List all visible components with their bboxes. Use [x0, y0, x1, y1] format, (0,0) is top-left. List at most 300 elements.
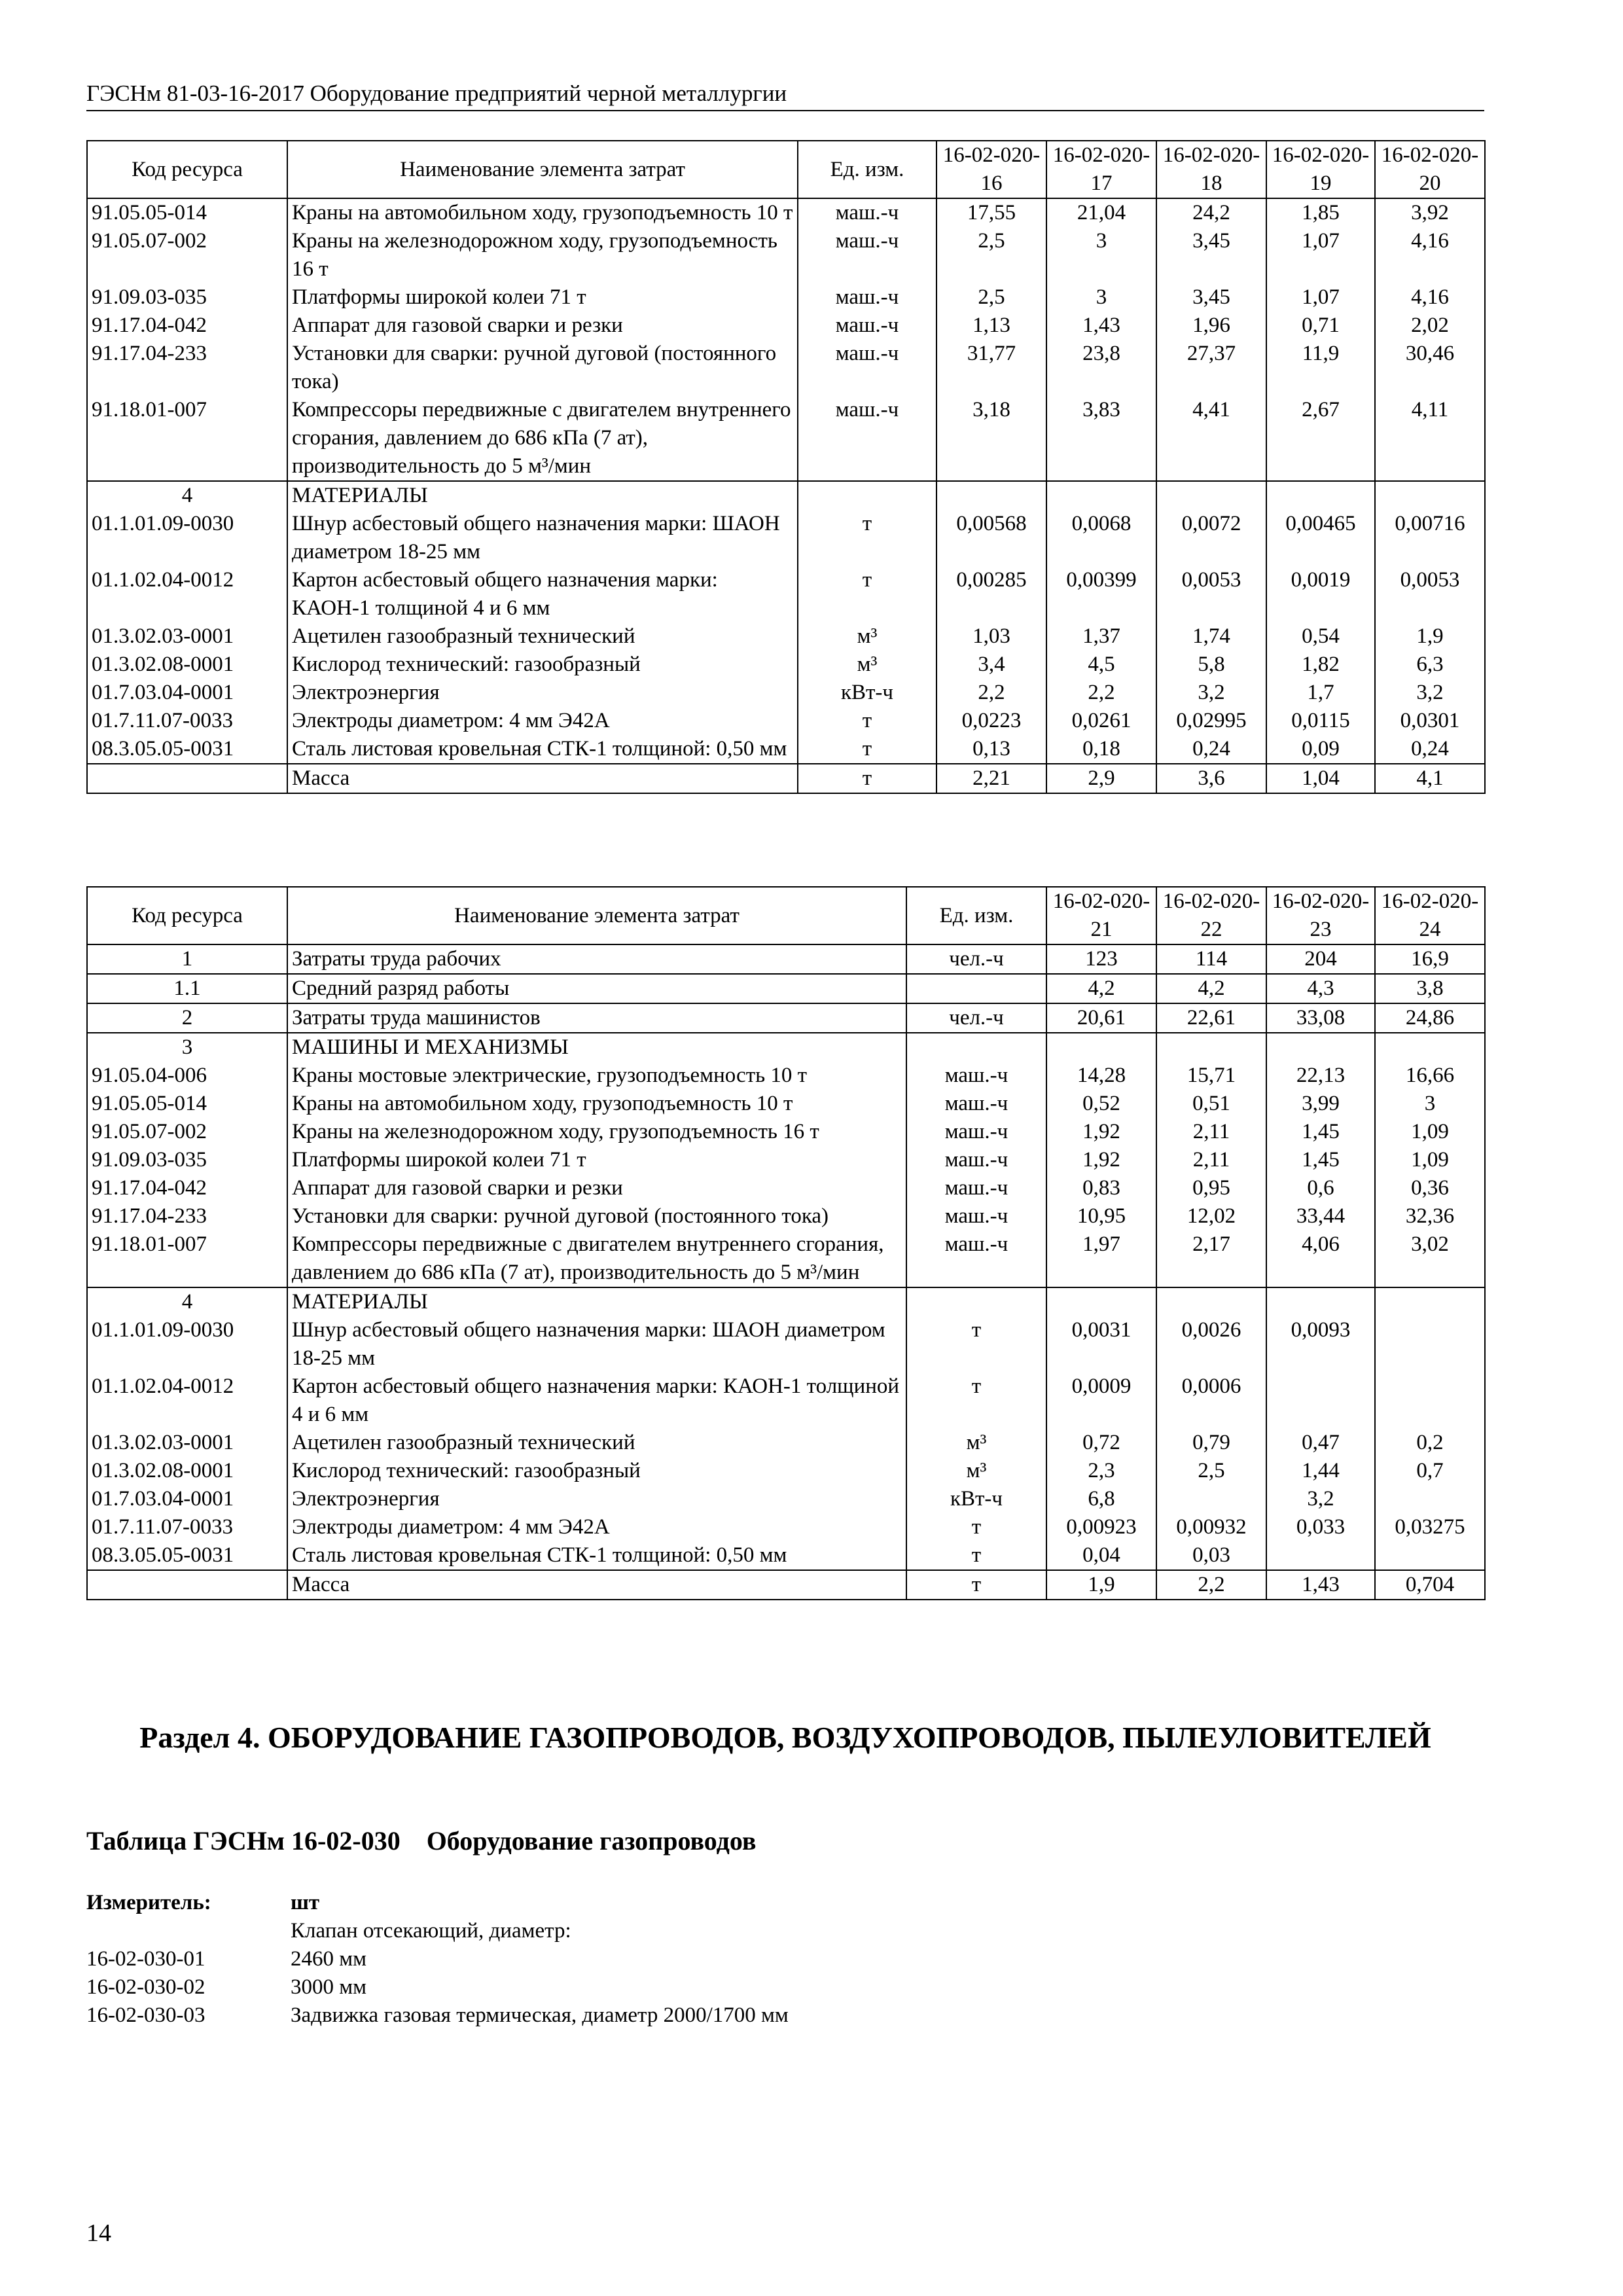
unit-cell: т: [798, 764, 936, 793]
unit-cell: маш.-ч: [906, 1090, 1046, 1118]
value-cell: 1,96: [1156, 312, 1266, 340]
column-header: 16-02-020-17: [1046, 141, 1156, 198]
value-cell: [1266, 1372, 1375, 1429]
value-cell: 2,02: [1375, 312, 1485, 340]
value-cell: 2,9: [1046, 764, 1156, 793]
value-cell: 0,04: [1046, 1541, 1156, 1570]
value-cell: 31,77: [936, 340, 1046, 396]
table-row: [87, 566, 1485, 622]
value-cell: [1375, 1372, 1485, 1429]
value-cell: 1,07: [1266, 227, 1375, 283]
measure-label: Измеритель:: [86, 1891, 211, 1914]
value-cell: 2,5: [1156, 1457, 1266, 1485]
resource-name: Аппарат для газовой сварки и резки: [287, 1174, 906, 1202]
value-cell: 4,5: [1046, 651, 1156, 679]
value-cell: 3: [1046, 283, 1156, 312]
value-cell: 1,92: [1046, 1146, 1156, 1174]
value-cell: 0,0093: [1266, 1316, 1375, 1372]
value-cell: 0,0115: [1266, 707, 1375, 735]
value-cell: 0,51: [1156, 1090, 1266, 1118]
column-header: 16-02-020-20: [1375, 141, 1485, 198]
value-cell: 0,13: [936, 735, 1046, 764]
unit-cell: маш.-ч: [906, 1174, 1046, 1202]
table-title: [86, 1825, 756, 1857]
resource-code: 01.1.01.09-0030: [87, 1316, 287, 1372]
value-cell: 6,3: [1375, 651, 1485, 679]
table-row: [87, 1146, 1485, 1174]
resource-code: 91.18.01-007: [87, 1230, 287, 1287]
resource-name: Электроды диаметром: 4 мм Э42А: [287, 1513, 906, 1541]
unit-cell: [906, 1033, 1046, 1062]
resource-code: 91.05.05-014: [87, 1090, 287, 1118]
resource-name: Масса: [287, 1570, 906, 1600]
value-cell: 0,95: [1156, 1174, 1266, 1202]
value-cell: [1375, 1316, 1485, 1372]
value-cell: [1156, 481, 1266, 510]
resource-name: Установки для сварки: ручной дуговой (постоянного тока): [287, 340, 798, 396]
section-title: Раздел 4. ОБОРУДОВАНИЕ ГАЗОПРОВОДОВ, ВОЗДУХОПРОВОДОВ, ПЫЛЕУЛОВИТЕЛЕЙ: [139, 1721, 1431, 1754]
resource-code: 91.17.04-042: [87, 312, 287, 340]
value-cell: [936, 481, 1046, 510]
resource-name: Сталь листовая кровельная СТК-1 толщиной: 0,50 мм: [287, 735, 798, 764]
resource-name: МАТЕРИАЛЫ: [287, 481, 798, 510]
resource-name: Аппарат для газовой сварки и резки: [287, 312, 798, 340]
resource-table-2: [86, 886, 1486, 1600]
value-cell: 0,0006: [1156, 1372, 1266, 1429]
column-header: Наименование элемента затрат: [287, 887, 906, 944]
resource-code: 1: [87, 944, 287, 974]
value-cell: 1,13: [936, 312, 1046, 340]
table-row: [87, 1429, 1485, 1457]
resource-name: Краны на железнодорожном ходу, грузоподъемность 16 т: [287, 227, 798, 283]
resource-code: 01.3.02.03-0001: [87, 1429, 287, 1457]
unit-cell: маш.-ч: [798, 283, 936, 312]
value-cell: 3,6: [1156, 764, 1266, 793]
resource-code: 91.05.04-006: [87, 1062, 287, 1090]
value-cell: 32,36: [1375, 1202, 1485, 1230]
table-row: [87, 1372, 1485, 1429]
value-cell: 33,08: [1266, 1003, 1375, 1033]
unit-cell: м³: [906, 1429, 1046, 1457]
value-cell: 3: [1375, 1090, 1485, 1118]
table-row: [87, 283, 1485, 312]
value-cell: 0,71: [1266, 312, 1375, 340]
value-cell: 0,00285: [936, 566, 1046, 622]
value-cell: 1,37: [1046, 622, 1156, 651]
value-cell: 0,00716: [1375, 510, 1485, 566]
value-cell: 1,43: [1046, 312, 1156, 340]
value-cell: 0,0026: [1156, 1316, 1266, 1372]
value-cell: 12,02: [1156, 1202, 1266, 1230]
resource-name: Электроэнергия: [287, 679, 798, 707]
table-row: [87, 1457, 1485, 1485]
value-cell: 0,6: [1266, 1174, 1375, 1202]
value-cell: 33,44: [1266, 1202, 1375, 1230]
value-cell: 0,47: [1266, 1429, 1375, 1457]
value-cell: 0,2: [1375, 1429, 1485, 1457]
resource-code: 01.7.11.07-0033: [87, 707, 287, 735]
value-cell: 0,704: [1375, 1570, 1485, 1600]
resource-code: 01.3.02.08-0001: [87, 651, 287, 679]
resource-code: 91.05.07-002: [87, 1118, 287, 1146]
table-row: [87, 340, 1485, 396]
value-cell: 1,04: [1266, 764, 1375, 793]
value-cell: 0,00923: [1046, 1513, 1156, 1541]
unit-cell: [798, 481, 936, 510]
resource-name: Электроды диаметром: 4 мм Э42А: [287, 707, 798, 735]
value-cell: 3,18: [936, 396, 1046, 481]
value-cell: 0,54: [1266, 622, 1375, 651]
value-cell: 0,0072: [1156, 510, 1266, 566]
item-code: 16-02-030-02: [86, 1975, 205, 1999]
value-cell: 22,61: [1156, 1003, 1266, 1033]
value-cell: 0,0009: [1046, 1372, 1156, 1429]
value-cell: 0,0019: [1266, 566, 1375, 622]
value-cell: 0,0031: [1046, 1316, 1156, 1372]
value-cell: 2,2: [1046, 679, 1156, 707]
value-cell: 1,43: [1266, 1570, 1375, 1600]
value-cell: 0,24: [1156, 735, 1266, 764]
value-cell: 2,17: [1156, 1230, 1266, 1287]
column-header: Ед. изм.: [906, 887, 1046, 944]
table-row: [87, 1316, 1485, 1372]
value-cell: 4,16: [1375, 283, 1485, 312]
resource-code: 91.18.01-007: [87, 396, 287, 481]
value-cell: 0,0053: [1156, 566, 1266, 622]
table-row: [87, 622, 1485, 651]
value-cell: 3,2: [1266, 1485, 1375, 1513]
resource-name: Установки для сварки: ручной дуговой (постоянного тока): [287, 1202, 906, 1230]
unit-cell: т: [906, 1316, 1046, 1372]
table-code: Таблица ГЭСНм 16-02-030: [86, 1826, 401, 1856]
measure-block: [86, 1889, 789, 2030]
value-cell: 1,44: [1266, 1457, 1375, 1485]
value-cell: 3,45: [1156, 283, 1266, 312]
table-row: [87, 1570, 1485, 1600]
column-header: 16-02-020-23: [1266, 887, 1375, 944]
value-cell: 1,85: [1266, 198, 1375, 227]
value-cell: 3,8: [1375, 974, 1485, 1003]
running-header: ГЭСНм 81-03-16-2017 Оборудование предприятий черной металлургии: [86, 79, 1484, 111]
value-cell: 0,00399: [1046, 566, 1156, 622]
resource-code: 91.17.04-233: [87, 340, 287, 396]
table-row: [87, 1541, 1485, 1570]
value-cell: [1266, 1541, 1375, 1570]
value-cell: 3,4: [936, 651, 1046, 679]
value-cell: 15,71: [1156, 1062, 1266, 1090]
value-cell: 11,9: [1266, 340, 1375, 396]
resource-name: Платформы широкой колеи 71 т: [287, 1146, 906, 1174]
resource-name: Сталь листовая кровельная СТК-1 толщиной: 0,50 мм: [287, 1541, 906, 1570]
measure-subtitle: Клапан отсекающий, диаметр:: [291, 1919, 571, 1943]
unit-cell: кВт-ч: [798, 679, 936, 707]
value-cell: 0,0053: [1375, 566, 1485, 622]
unit-cell: маш.-ч: [798, 198, 936, 227]
unit-cell: маш.-ч: [798, 227, 936, 283]
resource-code: 08.3.05.05-0031: [87, 1541, 287, 1570]
item-desc: Задвижка газовая термическая, диаметр 2000/1700 мм: [291, 2003, 789, 2027]
unit-cell: маш.-ч: [906, 1202, 1046, 1230]
value-cell: 10,95: [1046, 1202, 1156, 1230]
page-number: 14: [86, 2219, 111, 2247]
resource-name: Картон асбестовый общего назначения марки: КАОН-1 толщиной 4 и 6 мм: [287, 1372, 906, 1429]
value-cell: [1375, 1033, 1485, 1062]
unit-cell: маш.-ч: [906, 1062, 1046, 1090]
column-header: Код ресурса: [87, 887, 287, 944]
value-cell: 0,18: [1046, 735, 1156, 764]
table-row: [87, 1090, 1485, 1118]
value-cell: 23,8: [1046, 340, 1156, 396]
resource-code: 91.09.03-035: [87, 1146, 287, 1174]
value-cell: 0,72: [1046, 1429, 1156, 1457]
resource-code: 01.3.02.08-0001: [87, 1457, 287, 1485]
value-cell: [1266, 481, 1375, 510]
value-cell: 3,83: [1046, 396, 1156, 481]
value-cell: 3,02: [1375, 1230, 1485, 1287]
unit-cell: м³: [906, 1457, 1046, 1485]
value-cell: [1375, 1541, 1485, 1570]
resource-code: 91.17.04-233: [87, 1202, 287, 1230]
table-row: [87, 651, 1485, 679]
unit-cell: кВт-ч: [906, 1485, 1046, 1513]
value-cell: 3,99: [1266, 1090, 1375, 1118]
item-desc: 2460 мм: [291, 1947, 367, 1971]
value-cell: [1375, 481, 1485, 510]
resource-code: 91.17.04-042: [87, 1174, 287, 1202]
value-cell: 3,2: [1375, 679, 1485, 707]
resource-name: Ацетилен газообразный технический: [287, 622, 798, 651]
resource-name: Шнур асбестовый общего назначения марки: ШАОН диаметром 18-25 мм: [287, 1316, 906, 1372]
value-cell: 2,2: [1156, 1570, 1266, 1600]
table-row: [87, 1033, 1485, 1062]
table-row: [87, 707, 1485, 735]
value-cell: 0,09: [1266, 735, 1375, 764]
resource-name: Краны на автомобильном ходу, грузоподъемность 10 т: [287, 1090, 906, 1118]
value-cell: 2,5: [936, 227, 1046, 283]
resource-name: МАШИНЫ И МЕХАНИЗМЫ: [287, 1033, 906, 1062]
value-cell: 0,0068: [1046, 510, 1156, 566]
unit-cell: т: [798, 510, 936, 566]
table-row: [87, 198, 1485, 227]
value-cell: 1,09: [1375, 1146, 1485, 1174]
value-cell: 17,55: [936, 198, 1046, 227]
value-cell: 0,0223: [936, 707, 1046, 735]
value-cell: [1046, 1033, 1156, 1062]
unit-cell: м³: [798, 651, 936, 679]
table-name: Оборудование газопроводов: [426, 1826, 757, 1856]
unit-cell: т: [906, 1570, 1046, 1600]
unit-cell: [906, 974, 1046, 1003]
value-cell: 2,21: [936, 764, 1046, 793]
value-cell: 4,2: [1046, 974, 1156, 1003]
resource-name: Краны на железнодорожном ходу, грузоподъемность 16 т: [287, 1118, 906, 1146]
resource-code: 3: [87, 1033, 287, 1062]
value-cell: 16,66: [1375, 1062, 1485, 1090]
value-cell: 0,0301: [1375, 707, 1485, 735]
table-row: [87, 679, 1485, 707]
column-header: 16-02-020-21: [1046, 887, 1156, 944]
column-header: 16-02-020-18: [1156, 141, 1266, 198]
value-cell: 5,8: [1156, 651, 1266, 679]
resource-name: Картон асбестовый общего назначения марки: КАОН-1 толщиной 4 и 6 мм: [287, 566, 798, 622]
table-row: [87, 1485, 1485, 1513]
item-code: 16-02-030-03: [86, 2003, 205, 2027]
column-header: 16-02-020-19: [1266, 141, 1375, 198]
value-cell: 3,92: [1375, 198, 1485, 227]
resource-code: [87, 764, 287, 793]
resource-name: Компрессоры передвижные с двигателем внутреннего сгорания, давлением до 686 кПа (7 ат), производительность до 5 м³/мин: [287, 396, 798, 481]
table-row: [87, 1230, 1485, 1287]
value-cell: 0,03: [1156, 1541, 1266, 1570]
table-row: [87, 1174, 1485, 1202]
resource-name: Затраты труда машинистов: [287, 1003, 906, 1033]
value-cell: [1266, 1033, 1375, 1062]
column-header: Код ресурса: [87, 141, 287, 198]
unit-cell: м³: [798, 622, 936, 651]
value-cell: 0,24: [1375, 735, 1485, 764]
resource-name: Компрессоры передвижные с двигателем внутреннего сгорания, давлением до 686 кПа (7 ат), производительность до 5 м³/мин: [287, 1230, 906, 1287]
resource-code: 2: [87, 1003, 287, 1033]
resource-table-1: [86, 140, 1486, 794]
value-cell: 0,52: [1046, 1090, 1156, 1118]
value-cell: 4,11: [1375, 396, 1485, 481]
value-cell: 20,61: [1046, 1003, 1156, 1033]
value-cell: [1046, 481, 1156, 510]
value-cell: 1,45: [1266, 1118, 1375, 1146]
value-cell: 1,9: [1046, 1570, 1156, 1600]
measure-unit: шт: [291, 1891, 320, 1914]
value-cell: 3,2: [1156, 679, 1266, 707]
value-cell: 1,45: [1266, 1146, 1375, 1174]
unit-cell: чел.-ч: [906, 1003, 1046, 1033]
value-cell: 4,2: [1156, 974, 1266, 1003]
value-cell: 1,97: [1046, 1230, 1156, 1287]
value-cell: 1,74: [1156, 622, 1266, 651]
unit-cell: маш.-ч: [798, 396, 936, 481]
value-cell: [1375, 1485, 1485, 1513]
column-header: 16-02-020-16: [936, 141, 1046, 198]
value-cell: 114: [1156, 944, 1266, 974]
unit-cell: т: [906, 1513, 1046, 1541]
table-row: [87, 396, 1485, 481]
value-cell: 1,09: [1375, 1118, 1485, 1146]
unit-cell: т: [798, 707, 936, 735]
value-cell: 0,033: [1266, 1513, 1375, 1541]
value-cell: 0,7: [1375, 1457, 1485, 1485]
resource-code: 01.1.02.04-0012: [87, 1372, 287, 1429]
unit-cell: т: [798, 735, 936, 764]
value-cell: 0,0261: [1046, 707, 1156, 735]
value-cell: 123: [1046, 944, 1156, 974]
table-row: [87, 1062, 1485, 1090]
resource-code: 91.09.03-035: [87, 283, 287, 312]
table-row: [87, 227, 1485, 283]
resource-name: Краны на автомобильном ходу, грузоподъемность 10 т: [287, 198, 798, 227]
value-cell: [1156, 1485, 1266, 1513]
unit-cell: маш.-ч: [906, 1146, 1046, 1174]
table-header-row: [87, 141, 1485, 198]
table-row: [87, 764, 1485, 793]
resource-code: 01.1.01.09-0030: [87, 510, 287, 566]
value-cell: [1266, 1287, 1375, 1316]
item-code: 16-02-030-01: [86, 1947, 205, 1971]
value-cell: 1,03: [936, 622, 1046, 651]
table-row: [87, 510, 1485, 566]
value-cell: 4,1: [1375, 764, 1485, 793]
value-cell: 3: [1046, 227, 1156, 283]
value-cell: 24,2: [1156, 198, 1266, 227]
value-cell: 1,92: [1046, 1118, 1156, 1146]
resource-name: Ацетилен газообразный технический: [287, 1429, 906, 1457]
item-desc: 3000 мм: [291, 1975, 367, 1999]
table-row: [87, 944, 1485, 974]
value-cell: 4,41: [1156, 396, 1266, 481]
value-cell: 0,36: [1375, 1174, 1485, 1202]
value-cell: 0,00932: [1156, 1513, 1266, 1541]
table-row: [87, 1287, 1485, 1316]
unit-cell: маш.-ч: [906, 1118, 1046, 1146]
column-header: 16-02-020-24: [1375, 887, 1485, 944]
value-cell: 14,28: [1046, 1062, 1156, 1090]
resource-code: 01.7.03.04-0001: [87, 679, 287, 707]
table-row: [87, 1513, 1485, 1541]
table-row: [87, 974, 1485, 1003]
value-cell: 0,00568: [936, 510, 1046, 566]
value-cell: [1375, 1287, 1485, 1316]
value-cell: 4,3: [1266, 974, 1375, 1003]
value-cell: 2,11: [1156, 1146, 1266, 1174]
value-cell: 204: [1266, 944, 1375, 974]
value-cell: 3,45: [1156, 227, 1266, 283]
value-cell: [1046, 1287, 1156, 1316]
unit-cell: маш.-ч: [798, 340, 936, 396]
value-cell: 4,16: [1375, 227, 1485, 283]
resource-name: Затраты труда рабочих: [287, 944, 906, 974]
value-cell: 24,86: [1375, 1003, 1485, 1033]
resource-code: [87, 1570, 287, 1600]
value-cell: 30,46: [1375, 340, 1485, 396]
value-cell: 1,07: [1266, 283, 1375, 312]
resource-name: Шнур асбестовый общего назначения марки: ШАОН диаметром 18-25 мм: [287, 510, 798, 566]
unit-cell: чел.-ч: [906, 944, 1046, 974]
value-cell: [1156, 1033, 1266, 1062]
resource-name: Краны мостовые электрические, грузоподъемность 10 т: [287, 1062, 906, 1090]
resource-code: 91.05.05-014: [87, 198, 287, 227]
table-row: [87, 735, 1485, 764]
unit-cell: т: [906, 1372, 1046, 1429]
table-row: [87, 481, 1485, 510]
value-cell: 21,04: [1046, 198, 1156, 227]
table-header-row: [87, 887, 1485, 944]
value-cell: 2,3: [1046, 1457, 1156, 1485]
resource-name: Кислород технический: газообразный: [287, 1457, 906, 1485]
resource-name: Средний разряд работы: [287, 974, 906, 1003]
table-row: [87, 1003, 1485, 1033]
unit-cell: маш.-ч: [906, 1230, 1046, 1287]
value-cell: 0,79: [1156, 1429, 1266, 1457]
unit-cell: маш.-ч: [798, 312, 936, 340]
value-cell: 2,67: [1266, 396, 1375, 481]
resource-code: 01.3.02.03-0001: [87, 622, 287, 651]
table-row: [87, 312, 1485, 340]
value-cell: 0,03275: [1375, 1513, 1485, 1541]
resource-code: 4: [87, 1287, 287, 1316]
value-cell: 1,9: [1375, 622, 1485, 651]
resource-code: 4: [87, 481, 287, 510]
value-cell: 1,7: [1266, 679, 1375, 707]
value-cell: 27,37: [1156, 340, 1266, 396]
resource-code: 01.1.02.04-0012: [87, 566, 287, 622]
